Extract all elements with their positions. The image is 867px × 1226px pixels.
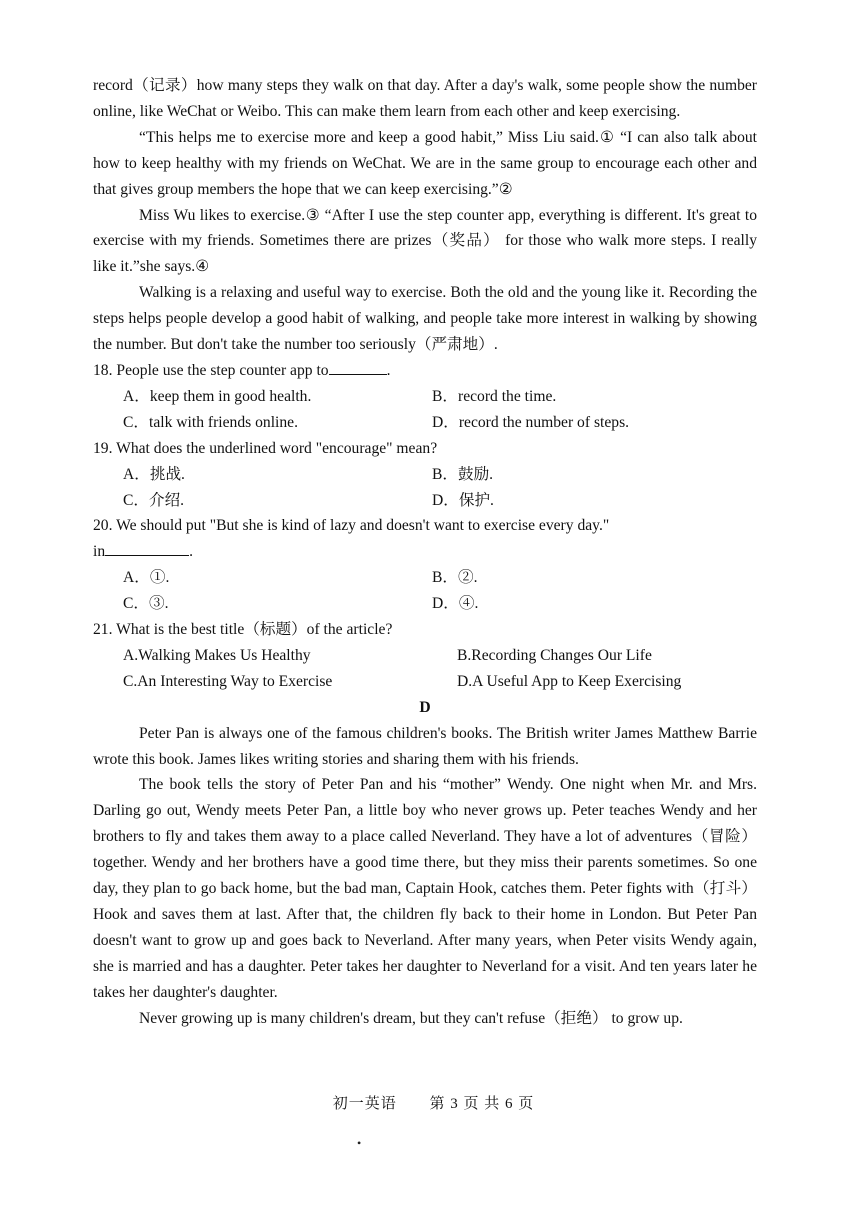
question-18: [93, 358, 757, 384]
option-a: A．①.: [123, 569, 170, 587]
question-19-options-row-2: [93, 488, 757, 514]
question-20-stem-2: in: [93, 543, 106, 561]
option-c: C．③.: [123, 595, 169, 613]
question-20-options-row-1: [93, 565, 757, 591]
option-d: D．record the number of steps.: [432, 413, 630, 431]
question-18-stem: 18. People use the step counter app to: [93, 361, 329, 379]
question-20: 20. We should put "But she is kind of lazy and doesn't want to exercise every day.": [93, 517, 610, 535]
question-21: 21. What is the best title（标题）of the article?: [93, 621, 393, 639]
option-b: B．②.: [432, 569, 478, 587]
footer-page-number: 第 3 页 共 6 页: [429, 1096, 535, 1112]
passage-c-paragraph-3: Miss Wu likes to exercise.③ “After I use the step counter app, everything is different. It's great to exercise with my friends. Sometimes there are prizes（奖品） for those who walk more steps. I really like it.”she says.④: [93, 206, 757, 276]
question-19: 19. What does the underlined word "encourage" mean?: [93, 439, 438, 457]
page-content: [93, 73, 757, 1032]
question-18-options-row-1: [93, 384, 757, 410]
option-d: D.A Useful App to Keep Exercising: [457, 672, 682, 690]
option-b: B.Recording Changes Our Life: [457, 646, 652, 664]
option-c: C．介绍.: [123, 491, 185, 509]
option-a: A.Walking Makes Us Healthy: [123, 646, 311, 664]
option-b: B．鼓励.: [432, 465, 494, 483]
option-d: D．④.: [432, 595, 479, 613]
passage-c-paragraph-4: Walking is a relaxing and useful way to exercise. Both the old and the young like it. Recording the steps helps people develop a good habit of walking, and people take more interest in walking by showing the number. But don't take the number too seriously（严肃地）.: [93, 284, 757, 354]
option-a: A．keep them in good health.: [123, 387, 312, 405]
footer-subject: 初一英语: [332, 1096, 397, 1112]
question-20-line-2: [93, 539, 757, 565]
question-18-options-row-2: [93, 410, 757, 436]
option-a: A．挑战.: [123, 465, 185, 483]
option-c: C．talk with friends online.: [123, 413, 298, 431]
section-d-paragraph-2: The book tells the story of Peter Pan and his “mother” Wendy. One night when Mr. and Mrs. Darling go out, Wendy meets Peter Pan, a little boy who never grows up. Peter teaches Wendy and her brothers to fly and takes them away to a place called Neverland. They have a lot of adventures（冒险）together. Wendy and her brothers have a good time there, but they miss their parents sometimes. So one day, they plan to go back home, but the bad man, Captain Hook, catches them. Peter fights with（打斗）Hook and saves them at last. After that, the children fly back to their home in London. But Peter Pan doesn't want to grow up and goes back to Neverland. After many years, when Peter visits Wendy again, she is married and has a daughter. Peter takes her daughter to Neverland for a visit. And ten years later he takes her daughter's daughter.: [93, 776, 757, 1001]
answer-blank: [105, 540, 189, 556]
question-21-options-row-2: [93, 669, 757, 695]
passage-c-paragraph-2: “This helps me to exercise more and keep a good habit,” Miss Liu said.① “I can also talk about how to keep healthy with my friends on WeChat. We are in the same group to encourage each other and that gives group members the hope that we can keep exercising.”②: [93, 128, 757, 198]
scan-dot-mark: •: [357, 1136, 362, 1150]
question-19-options-row-1: [93, 462, 757, 488]
option-d: D．保护.: [432, 491, 494, 509]
question-20-suffix: .: [189, 543, 194, 561]
section-d-paragraph-3: Never growing up is many children's dream, but they can't refuse（拒绝） to grow up.: [139, 1009, 683, 1027]
question-21-options-row-1: [93, 643, 757, 669]
passage-c-paragraph-1: record（记录）how many steps they walk on that day. After a day's walk, some people show the number online, like WeChat or Weibo. This can make them learn from each other and keep exercising.: [93, 77, 757, 120]
question-20-options-row-2: [93, 591, 757, 617]
page-footer: [0, 1092, 867, 1113]
section-d-heading: D: [419, 698, 431, 716]
question-18-suffix: .: [386, 361, 391, 379]
option-b: B．record the time.: [432, 387, 557, 405]
section-d-paragraph-1: Peter Pan is always one of the famous children's books. The British writer James Matthew Barrie wrote this book. James likes writing stories and sharing them with his friends.: [93, 724, 757, 768]
answer-blank: [329, 359, 387, 375]
option-c: C.An Interesting Way to Exercise: [123, 672, 333, 690]
